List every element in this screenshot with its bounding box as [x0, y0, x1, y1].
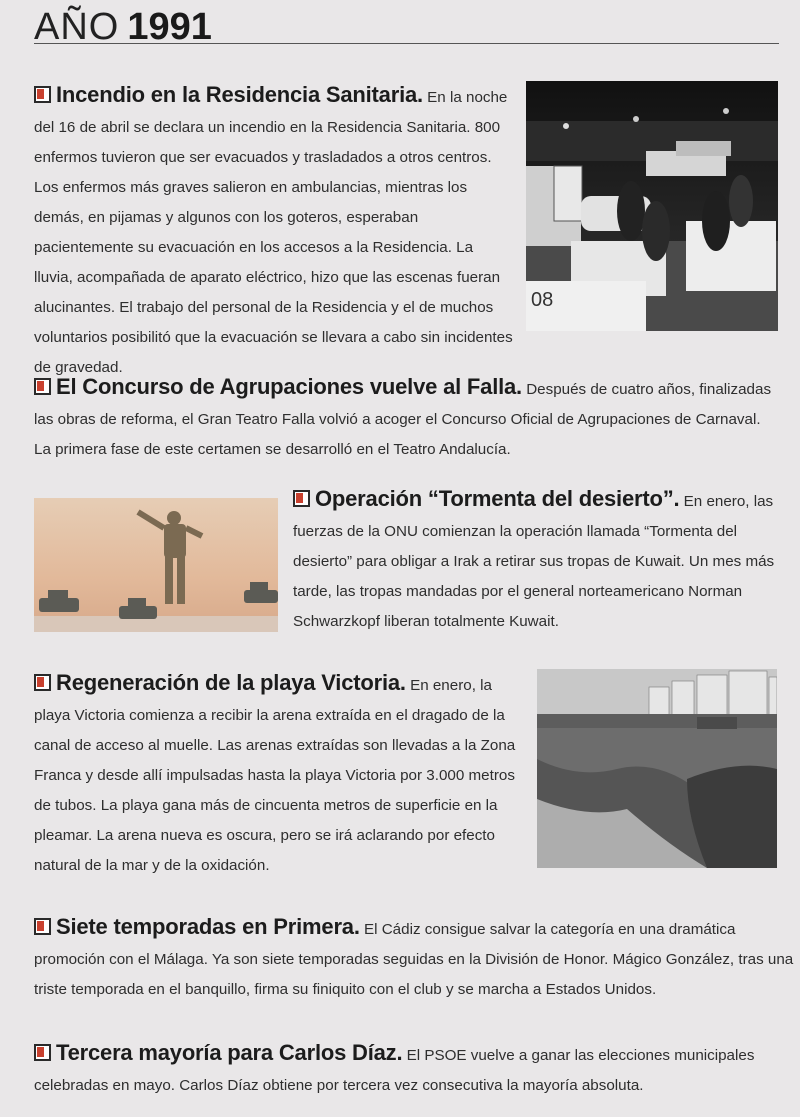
- section-marker-icon: [34, 674, 51, 691]
- photo-hospital-evacuation: [526, 81, 778, 331]
- article-body: [34, 80, 516, 383]
- article-body: [293, 484, 785, 637]
- article-body: [34, 372, 780, 465]
- section-marker-icon: [34, 1044, 51, 1061]
- article-title: Regeneración de la playa Victoria.: [56, 670, 406, 695]
- section-marker-icon: [34, 86, 51, 103]
- article-body: [34, 1038, 796, 1101]
- header-year: 1991: [127, 6, 212, 48]
- article-carnival-contest: [34, 372, 780, 465]
- article-title: El Concurso de Agrupaciones vuelve al Falla.: [56, 374, 522, 399]
- article-seven-seasons: [34, 912, 800, 1005]
- svg-text:08: 08: [531, 289, 554, 311]
- photo-desert-storm: [34, 498, 278, 632]
- article-carlos-diaz: [34, 1038, 796, 1101]
- article-text: Después de cuatro años, finalizadas las obras de reforma, el Gran Teatro Falla volvió a acoger el Concurso Oficial de Agrupaciones de Carnaval. La primera fase de este certamen se desarrolló en el Teatro Andalucía.: [34, 381, 772, 458]
- article-desert-storm: [293, 484, 785, 637]
- article-title: Operación “Tormenta del desierto”.: [315, 486, 680, 511]
- article-text: El PSOE vuelve a ganar las elecciones municipales celebradas en mayo. Carlos Díaz obtiene por tercera vez consecutiva la mayoría absoluta.: [34, 1047, 755, 1094]
- article-text: En enero, las fuerzas de la ONU comienzan la operación llamada “Tormenta del desierto” para obligar a Irak a retirar sus tropas de Kuwait. Un mes más tarde, las tropas mandadas por el general norteamericano Norman Schwarzkopf liberan totalmente Kuwait.: [293, 493, 775, 630]
- article-title: Siete temporadas en Primera.: [56, 914, 360, 939]
- section-marker-icon: [34, 378, 51, 395]
- article-hospital-fire: [34, 80, 516, 383]
- article-body: [34, 668, 520, 881]
- header-label: AÑO: [34, 6, 120, 48]
- article-body: [34, 912, 800, 1005]
- article-text: El Cádiz consigue salvar la categoría en una dramática promoción con el Málaga. Ya son siete temporadas seguidas en la División de Honor. Mágico González, tras una triste temporada en el banquillo, firma su finiquito con el club y se marcha a Estados Unidos.: [34, 921, 794, 998]
- article-title: Incendio en la Residencia Sanitaria.: [56, 82, 423, 107]
- article-text: En enero, la playa Victoria comienza a recibir la arena extraída en el dragado de la canal de acceso al muelle. Las arenas extraídas son llevadas a la Zona Franca y desde allí impulsadas hasta la playa Victoria por 3.000 metros de tubos. La playa gana más de cincuenta metros de superficie en la pleamar. La arena nueva es oscura, pero se irá aclarando por efecto natural de la mar y de la oxidación.: [34, 677, 516, 874]
- section-marker-icon: [293, 490, 310, 507]
- section-marker-icon: [34, 918, 51, 935]
- article-title: Tercera mayoría para Carlos Díaz.: [56, 1040, 403, 1065]
- article-beach-regeneration: [34, 668, 520, 881]
- page-header: [34, 6, 779, 48]
- photo-playa-victoria: [537, 669, 777, 868]
- article-text: En la noche del 16 de abril se declara un incendio en la Residencia Sanitaria. 800 enfermos tuvieron que ser evacuados y trasladados a otros centros. Los enfermos más graves salieron en ambulancias, mientras los demás, en pijamas y algunos con los goteros, esperaban pacientemente su evacuación en los accesos a la Residencia. La lluvia, acompañada de aparato eléctrico, hizo que las escenas fueran alucinantes. El trabajo del personal de la Residencia y el de muchos voluntarios posibilitó que la evacuación se llevara a cabo sin incidentes de gravedad.: [34, 89, 513, 376]
